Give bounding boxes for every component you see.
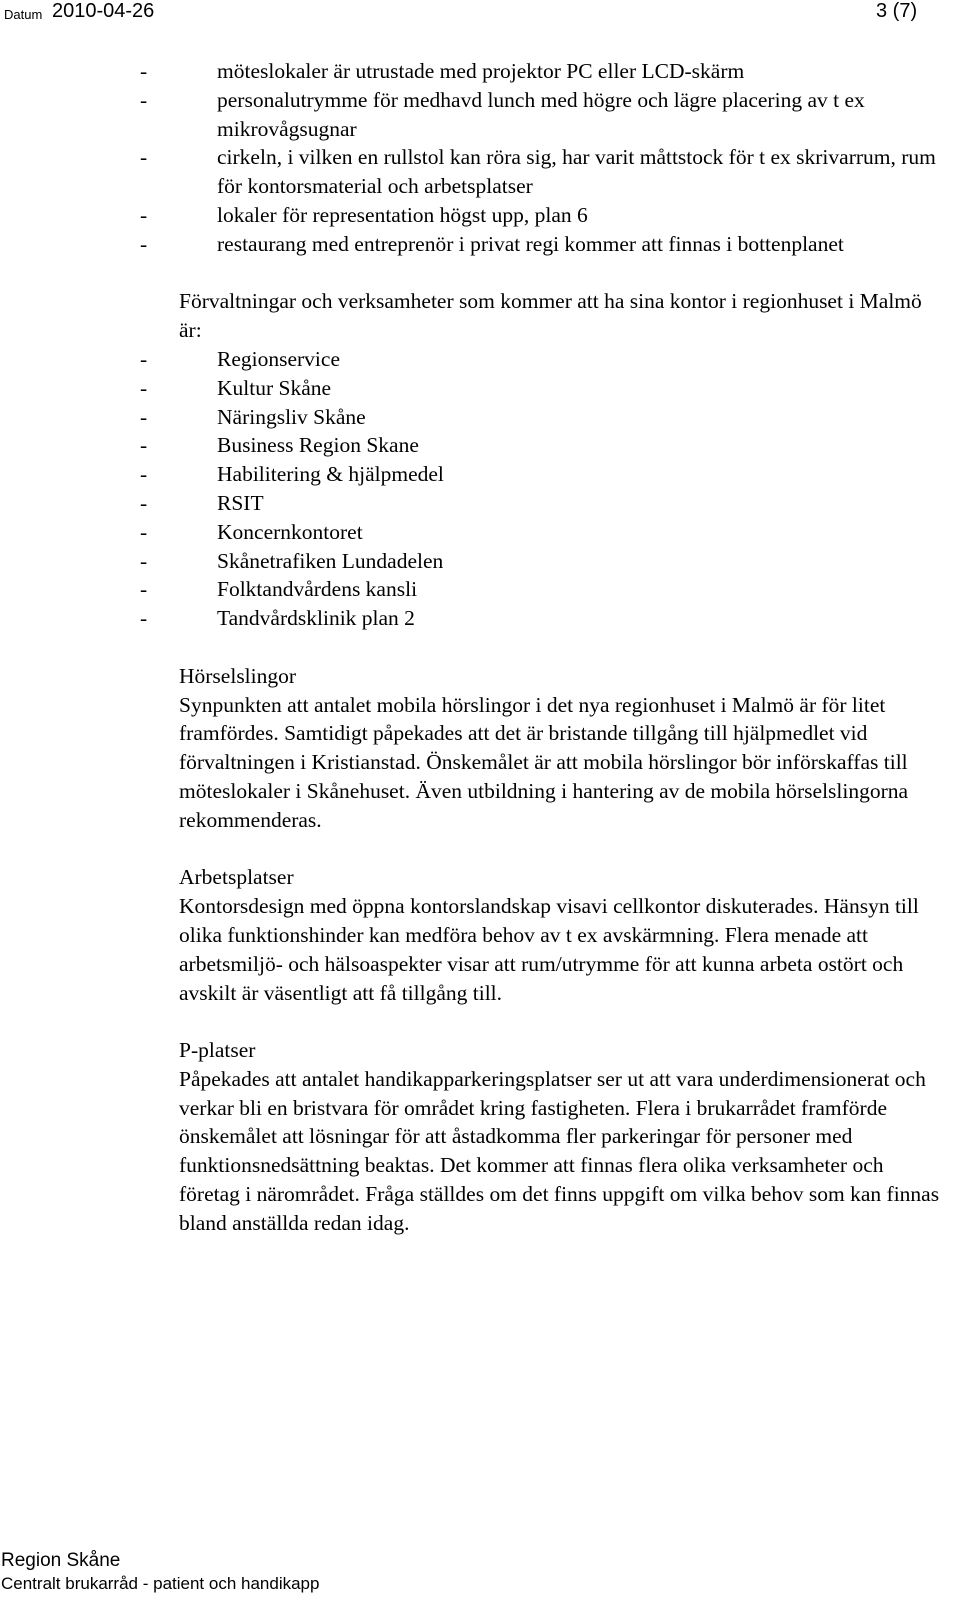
list-item: - Habilitering & hjälpmedel <box>140 462 444 487</box>
list-item: - Folktandvårdens kansli <box>140 577 418 602</box>
section-heading-horselslingor: Hörselslingor <box>179 663 297 688</box>
list-item: - Koncernkontoret <box>140 519 363 544</box>
list-item: - restaurang med entreprenör i privat regi kommer att finnas i bottenplanet <box>140 231 844 256</box>
page-number: 3 (7) <box>876 0 918 22</box>
list-item: - möteslokaler är utrustade med projektor PC eller LCD-skärm <box>140 59 745 83</box>
section-heading-arbetsplatser: Arbetsplatser <box>179 865 294 890</box>
list-item: - Tandvårdsklinik plan 2 <box>140 606 415 631</box>
list-item: - Business Region Skane <box>140 433 419 458</box>
page-header <box>0 0 960 28</box>
features-list <box>140 57 949 259</box>
list-item: - RSIT <box>140 490 264 515</box>
offices-intro: Förvaltningar och verksamheter som kommer att ha sina kontor i regionhuset i Malmö är: <box>179 289 922 343</box>
section-body-horselslingor: Synpunkten att antalet mobila hörslingor i det nya regionhuset i Malmö är för litet framfördes. Samtidigt påpekades att det är bristande tillgång till hjälpmedlet vid förvaltningen i Kristianstad. Önskemålet är att mobila hörslingor bör införskaffas till möteslokaler i Skånehuset. Även utbildning i hantering av de mobila hörselslingorna rekommenderas. <box>179 692 909 832</box>
section-body-arbetsplatser: Kontorsdesign med öppna kontorslandskap visavi cellkontor diskuterades. Hänsyn till olika funktionshinder kan medföra behov av t ex avskärmning. Flera menade att arbetsmiljö- och hälsoaspekter visar att rum/utrymme för att kunna arbeta ostört och avskilt är väsentligt att få tillgång till. <box>179 894 919 1005</box>
list-item: - personalutrymme för medhavd lunch med högre och lägre placering av t ex mikrovågsugnar <box>140 87 865 141</box>
list-item: - Skånetrafiken Lundadelen <box>140 548 444 573</box>
footer-department: Centralt brukarråd - patient och handikapp <box>1 1574 320 1593</box>
list-item: - Näringsliv Skåne <box>140 404 366 429</box>
footer-organization: Region Skåne <box>1 1550 121 1571</box>
offices-list <box>140 345 949 633</box>
list-item: - Kultur Skåne <box>140 375 332 400</box>
list-item: - cirkeln, i vilken en rullstol kan röra sig, har varit måttstock för t ex skrivarrum, rum för kontorsmaterial och arbetsplatser <box>140 145 936 199</box>
section-heading-p-platser: P-platser <box>179 1038 256 1063</box>
document-date: 2010-04-26 <box>52 0 155 22</box>
section-body-p-platser: Påpekades att antalet handikapparkeringsplatser ser ut att vara underdimensionerat och verkar bli en bristvara för området kring fastigheten. Flera i brukarrådet framförde önskemålet att lösningar för att åstadkomma fler parkeringar för personer med funktionsnedsättning beaktas. Det kommer att finnas flera olika verksamheter och företag i närområdet. Fråga ställdes om det finns uppgift om vilka behov som kan finnas bland anställda redan idag. <box>179 1066 940 1235</box>
date-label: Datum <box>4 7 43 22</box>
document-body <box>140 57 949 1238</box>
list-item: - lokaler för representation högst upp, plan 6 <box>140 202 588 227</box>
list-item: - Regionservice <box>140 346 340 371</box>
